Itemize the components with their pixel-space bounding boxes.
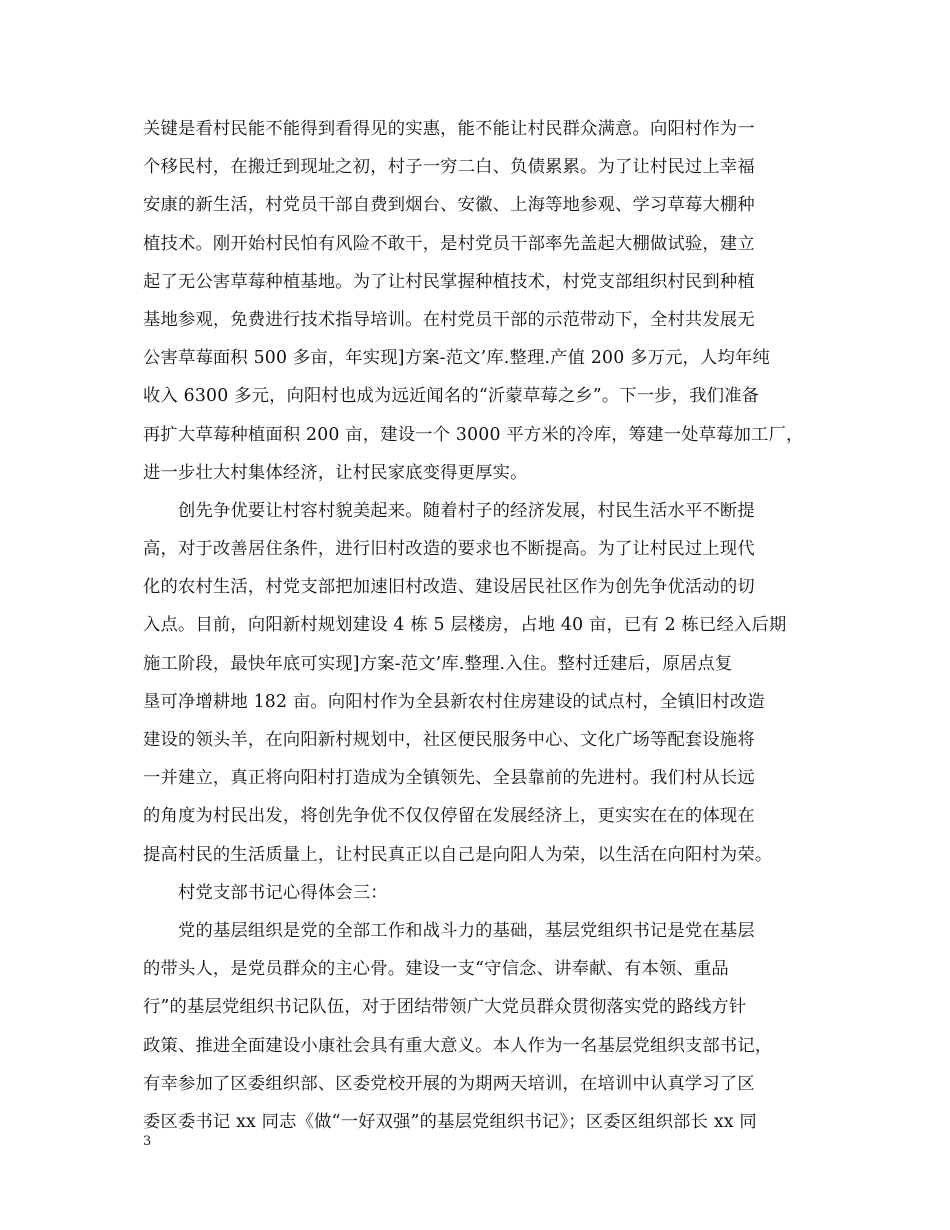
text-line: 委区委书记 xx 同志《做“一好双强”的基层党组织书记》；区委区组织部长 xx 同 [143, 1111, 757, 1132]
text-line: 植技术。刚开始村民怕有风险不敢干，是村党员干部率先盖起大棚做试验，建立 [143, 233, 755, 254]
text-line: 入点。目前，向阳新村规划建设 4 栋 5 层楼房，占地 40 亩，已有 2 栋已经入后期 [143, 615, 787, 636]
text-line: 安康的新生活，村党员干部自费到烟台、安徽、上海等地参观、学习草莓大棚种 [143, 195, 755, 216]
text-line: 有幸参加了区委组织部、区委党校开展的为期两天培训，在培训中认真学习了区 [143, 1073, 755, 1094]
text-line: 一并建立，真正将向阳村打造成为全镇领先、全县靠前的先进村。我们村从长远 [143, 768, 755, 789]
text-line: 创先争优要让村容村貌美起来。随着村子的经济发展，村民生活水平不断提 [178, 500, 755, 521]
text-line: 关键是看村民能不能得到看得见的实惠，能不能让村民群众满意。向阳村作为一 [143, 119, 755, 139]
text-line: 高，对于改善居住条件，进行旧村改造的要求也不断提高。为了让村民过上现代 [143, 539, 755, 560]
text-line: 个移民村，在搬迁到现址之初，村子一穷二白、负债累累。为了让村民过上幸福 [143, 157, 755, 178]
text-line: 公害草莓面积 500 多亩，年实现]方案-范文’库.整理.产值 200 多万元，人均年纯 [143, 348, 770, 369]
text-line: 党的基层组织是党的全部工作和战斗力的基础，基层党组织书记是党在基层 [178, 920, 755, 941]
text-line: 政策、推进全面建设小康社会具有重大意义。本人作为一名基层党组织支部书记， [143, 1035, 773, 1056]
text-line: 收入 6300 多元，向阳村也成为远近闻名的“沂蒙草莓之乡”。下一步，我们准备 [143, 386, 760, 407]
text-line: 提高村民的生活质量上，让村民真正以自己是向阳人为荣，以生活在向阳村为荣。 [143, 844, 773, 865]
text-line: 起了无公害草莓种植基地。为了让村民掌握种植技术，村党支部组织村民到种植 [143, 271, 755, 292]
text-line: 行”的基层党组织书记队伍，对于团结带领广大党员群众贯彻落实党的路线方针 [143, 997, 747, 1018]
text-line: 的角度为村民出发，将创先争优不仅仅停留在发展经济上，更实实在在的体现在 [143, 806, 755, 827]
text-line: 建设的领头羊，在向阳新村规划中，社区便民服务中心、文化广场等配套设施将 [143, 730, 755, 750]
document-body [143, 110, 823, 1141]
text-line: 进一步壮大村集体经济，让村民家底变得更厚实。 [143, 462, 528, 483]
text-line: 的带头人，是党员群众的主心骨。建设一支“守信念、讲奉献、有本领、重品 [143, 959, 729, 980]
text-line: 化的农村生活，村党支部把加速旧村改造、建设居民社区作为创先争优活动的切 [143, 577, 755, 598]
text-line: 村党支部书记心得体会三： [178, 882, 388, 903]
text-line: 再扩大草莓种植面积 200 亩，建设一个 3000 平方米的冷库，筹建一处草莓加工厂， [143, 424, 804, 445]
text-line: 垦可净增耕地 182 亩。向阳村作为全县新农村住房建设的试点村，全镇旧村改造 [143, 691, 765, 712]
text-line: 基地参观，免费进行技术指导培训。在村党员干部的示范带动下，全村共发展无 [143, 309, 755, 330]
text-line: 施工阶段，最快年底可实现]方案-范文’库.整理.入住。整村迁建后，原居点复 [143, 653, 733, 674]
page-number: 3 [143, 1134, 152, 1149]
